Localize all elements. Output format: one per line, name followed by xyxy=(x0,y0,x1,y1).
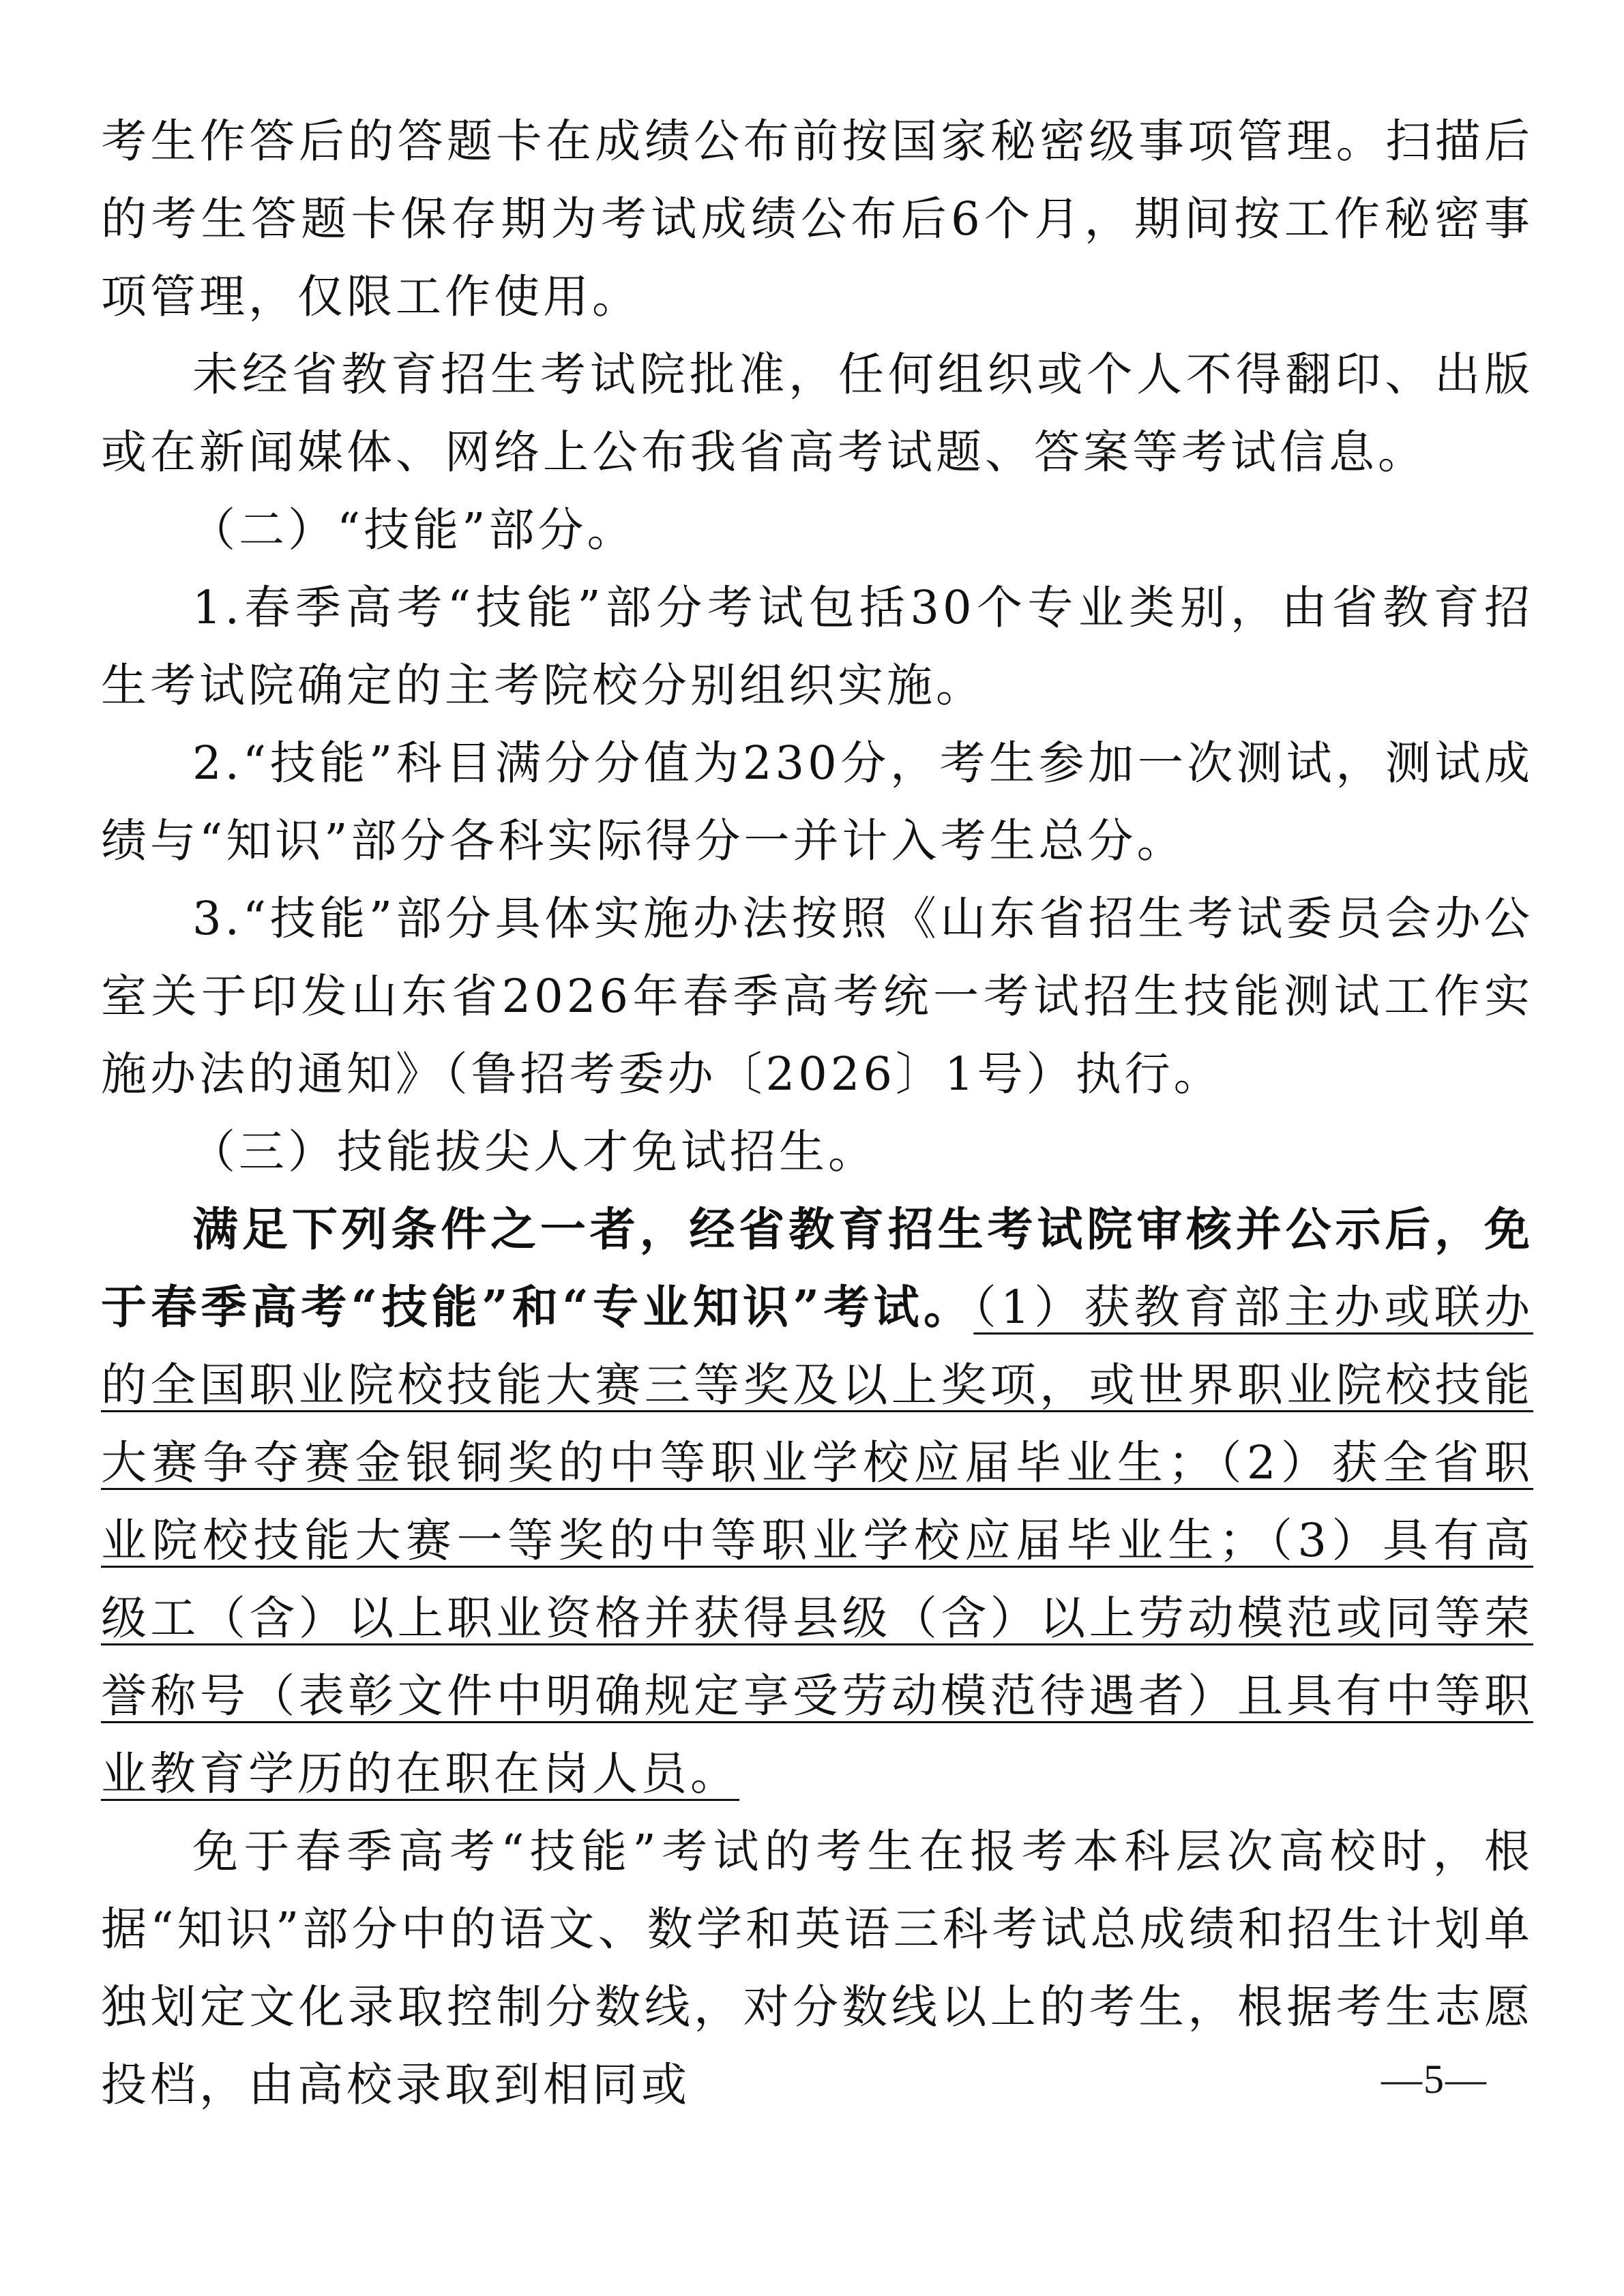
document-body xyxy=(101,102,1533,2123)
paragraph-admission-rule: 免于春季高考“技能”考试的考生在报考本科层次高校时，根据“知识”部分中的语文、数学和英语三科考试总成绩和招生计划单独划定文化录取控制分数线，对分数线以上的考生，根据考生志愿投档，由高校录取到相同或 xyxy=(101,1825,1533,2111)
paragraph-answer-sheet: 考生作答后的答题卡在成绩公布前按国家秘密级事项管理。扫描后的考生答题卡保存期为考试成绩公布后6个月，期间按工作秘密事项管理，仅限工作使用。 xyxy=(101,115,1533,323)
exemption-lead-text: 满足下列条件之一者，经省教育招生考试院审核并公示后，免于春季高考“技能”和“专业知识”考试。 xyxy=(101,1202,1533,1334)
page-number: —5— xyxy=(1381,2057,1488,2102)
section-heading-skills: （二）“技能”部分。 xyxy=(190,503,636,556)
paragraph-publication-ban: 未经省教育招生考试院批准，任何组织或个人不得翻印、出版或在新闻媒体、网络上公布我省高考试题、答案等考试信息。 xyxy=(101,348,1533,479)
paragraph-exemption-conditions xyxy=(101,1191,1533,1813)
paragraph-skills-item-3: 3.“技能”部分具体实施办法按照《山东省招生考试委员会办公室关于印发山东省2026年春季高考统一考试招生技能测试工作实施办法的通知》（鲁招考委办〔2026〕1号）执行。 xyxy=(101,892,1533,1101)
section-heading-exemption: （三）技能拔尖人才免试招生。 xyxy=(190,1125,877,1178)
exemption-criteria-text: （1）获教育部主办或联办的全国职业院校技能大赛三等奖及以上奖项，或世界职业院校技能大赛争夺赛金银铜奖的中等职业学校应届毕业生；（2）获全省职业院校技能大赛一等奖的中等职业学校应届毕业生；（3）具有高级工（含）以上职业资格并获得县级（含）以上劳动模范或同等荣誉称号（表彰文件中明确规定享受劳动模范待遇者）且具有中等职业教育学历的在职在岗人员。 xyxy=(101,1281,1533,1800)
paragraph-skills-item-1: 1.春季高考“技能”部分考试包括30个专业类别，由省教育招生考试院确定的主考院校分别组织实施。 xyxy=(101,581,1533,712)
paragraph-skills-item-2: 2.“技能”科目满分分值为230分，考生参加一次测试，测试成绩与“知识”部分各科实际得分一并计入考生总分。 xyxy=(101,736,1533,867)
